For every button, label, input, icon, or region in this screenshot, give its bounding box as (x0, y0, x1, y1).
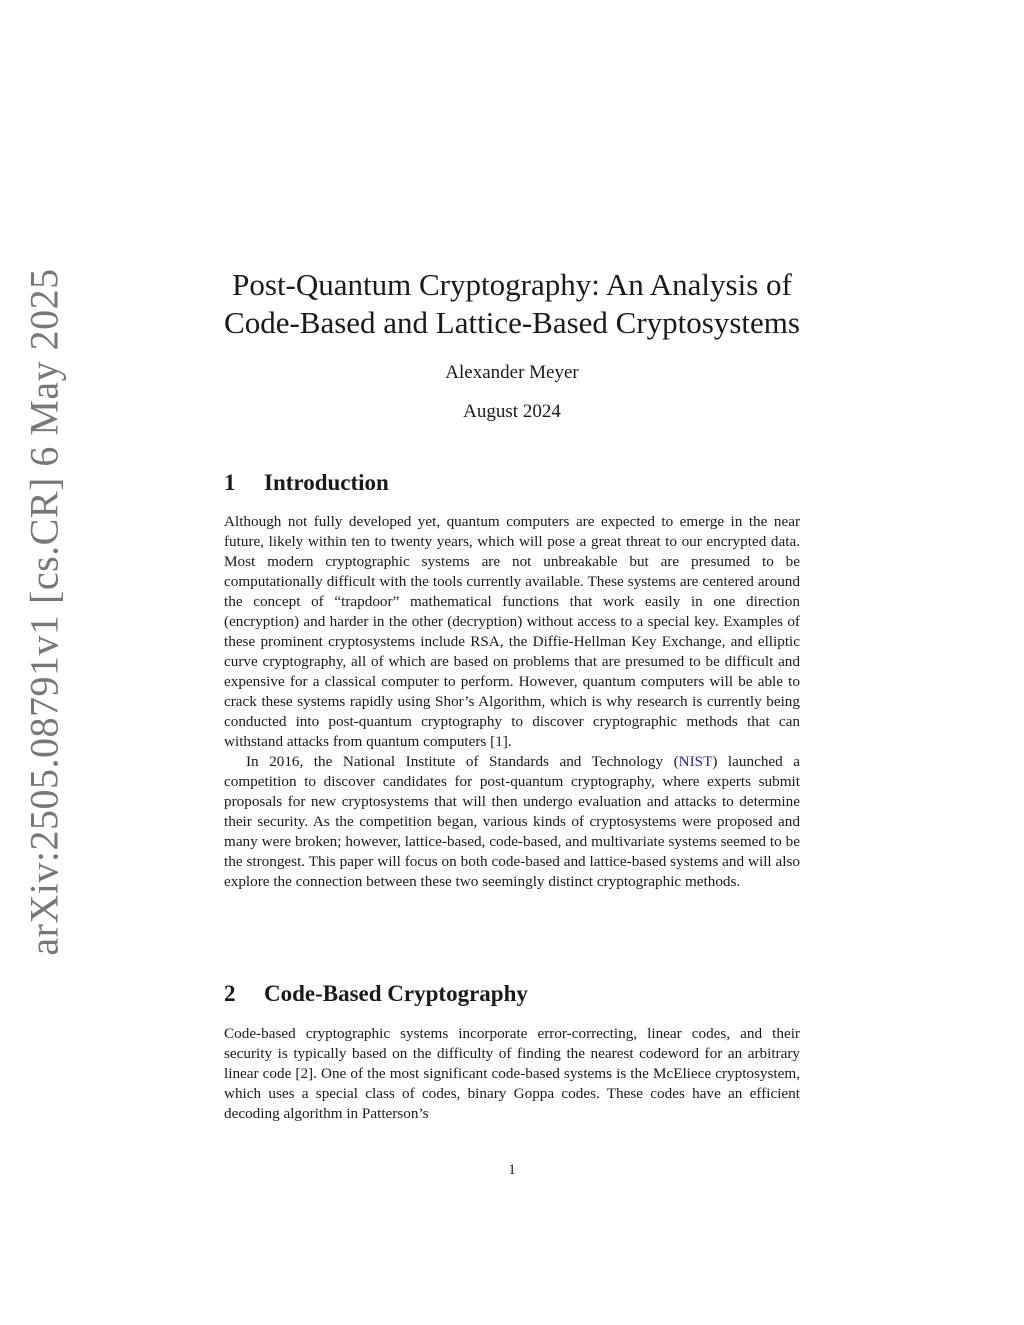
section-title: Introduction (264, 470, 389, 495)
paper-title-line-1: Post-Quantum Cryptography: An Analysis of (232, 267, 792, 302)
section-number: 1 (224, 470, 236, 495)
arxiv-stamp: arXiv:2505.08791v1 [cs.CR] 6 May 2025 (21, 268, 67, 956)
section-number: 2 (224, 981, 236, 1006)
paper-title-line-2: Code-Based and Lattice-Based Cryptosystems (224, 305, 800, 340)
author-name: Alexander Meyer (445, 362, 579, 383)
paragraph (224, 752, 800, 892)
paragraph-text: In 2016, the National Institute of Standards and Technology ( (246, 753, 679, 770)
page-number: 1 (508, 1162, 516, 1178)
paragraph-text: ) launched a competition to discover candidates for post-quantum cryptography, where experts submit proposals for new cryptosystems that will then undergo evaluation and attacks to determine their security. As the competition began, various kinds of cryptosystems were proposed and many were broken; however, lattice-based, code-based, and multivariate systems seemed to be the strongest. This paper will focus on both code-based and lattice-based systems and will also explore the connection between these two seemingly distinct cryptographic methods. (224, 753, 800, 890)
paragraph: Although not fully developed yet, quantum computers are expected to emerge in the near future, likely within ten to twenty years, which will pose a great threat to our encrypted data. Most modern cryptographic systems are not unbreakable but are presumed to be computationally difficult with the tools currently available. These systems are centered around the concept of “trapdoor” mathematical functions that work easily in one direction (encryption) and harder in the other (decryption) without access to a special key. Examples of these prominent cryptosystems include RSA, the Diffie-Hellman Key Exchange, and elliptic curve cryptography, all of which are based on problems that are presumed to be difficult and expensive for a classical computer to perform. However, quantum computers will be able to crack these systems rapidly using Shor’s Algorithm, which is why research is currently being conducted into post-quantum cryptography to discover cryptographic methods that can withstand attacks from quantum computers [1]. (224, 513, 800, 750)
section-title: Code-Based Cryptography (264, 981, 528, 1006)
publication-date: August 2024 (463, 401, 561, 422)
section-heading-code-based-cryptography (224, 981, 528, 1007)
section-heading-introduction (224, 470, 389, 496)
code-based-body (224, 1024, 800, 1124)
paper-title (224, 266, 800, 342)
paragraph: Code-based cryptographic systems incorporate error-correcting, linear codes, and their security is typically based on the difficulty of finding the nearest codeword for an arbitrary linear code [2]. One of the most significant code-based systems is the McEliece cryptosystem, which uses a special class of codes, binary Goppa codes. These codes have an efficient decoding algorithm in Patterson’s (224, 1025, 800, 1122)
introduction-body (224, 512, 800, 892)
nist-link[interactable]: NIST (678, 753, 713, 770)
